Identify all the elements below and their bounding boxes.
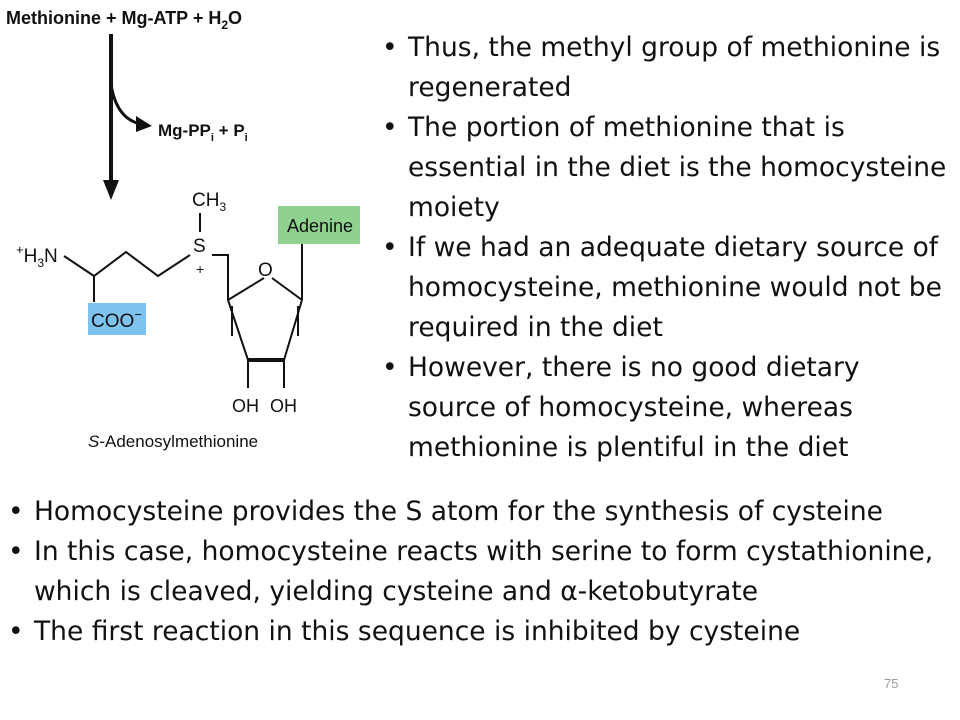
ring-bond-c1-c2 <box>284 300 302 360</box>
ring-bond-o-c1 <box>272 278 302 300</box>
amine-label: $^+H_3N$ <box>16 242 58 270</box>
right-bullet-item: • The portion of methionine that is essential in the diet is the homocysteine moiety <box>378 108 954 228</box>
right-bullet-item: • Thus, the methyl group of methionine is regenerated <box>378 28 954 108</box>
reactants-label: Methionine + $Mg-ATP + H_2O$ <box>6 8 243 32</box>
ring-oxygen-label: O <box>258 260 273 281</box>
methyl-label: $CH_3$ <box>192 190 227 214</box>
reaction-arrow-head <box>103 180 119 200</box>
carboxyl-label: COO− <box>91 307 142 332</box>
sam-structure-diagram <box>0 0 368 455</box>
backbone-bonds <box>64 252 190 276</box>
adenine-label: Adenine <box>287 216 354 236</box>
bottom-bullet-item: • In this case, homocysteine reacts with serine to form cystathionine, which is cleaved, yielding cysteine and α-ketobutyrate <box>4 532 954 612</box>
hydroxyl-right-label: OH <box>270 396 297 416</box>
sam-reaction-figure <box>0 0 368 455</box>
right-bullet-item: • However, there is no good dietary source of homocysteine, whereas methionine is plentiful in the diet <box>378 348 954 468</box>
right-bullet-item: • If we had an adequate dietary source of homocysteine, methionine would not be required in the diet <box>378 228 954 348</box>
bottom-bullet-list <box>4 492 954 652</box>
molecule-caption: S-Adenosylmethionine <box>88 432 259 451</box>
bottom-bullet-item: • The first reaction in this sequence is inhibited by cysteine <box>4 612 954 652</box>
hydroxyl-left-label: OH <box>232 396 259 416</box>
byproduct-arrow-curve <box>111 84 140 124</box>
sulfur-ribose-bond <box>212 255 228 300</box>
sulfur-charge: + <box>196 261 205 277</box>
right-bullet-list <box>378 28 954 468</box>
byproduct-label: $Mg-PP_i + P_i$ <box>158 121 248 144</box>
sulfur-label: S <box>193 236 206 257</box>
ring-bond-c4-o <box>228 278 264 300</box>
byproduct-arrow-head <box>136 116 152 132</box>
bottom-bullet-item: • Homocysteine provides the S atom for the synthesis of cysteine <box>4 492 954 532</box>
slide-number: 75 <box>884 676 899 691</box>
